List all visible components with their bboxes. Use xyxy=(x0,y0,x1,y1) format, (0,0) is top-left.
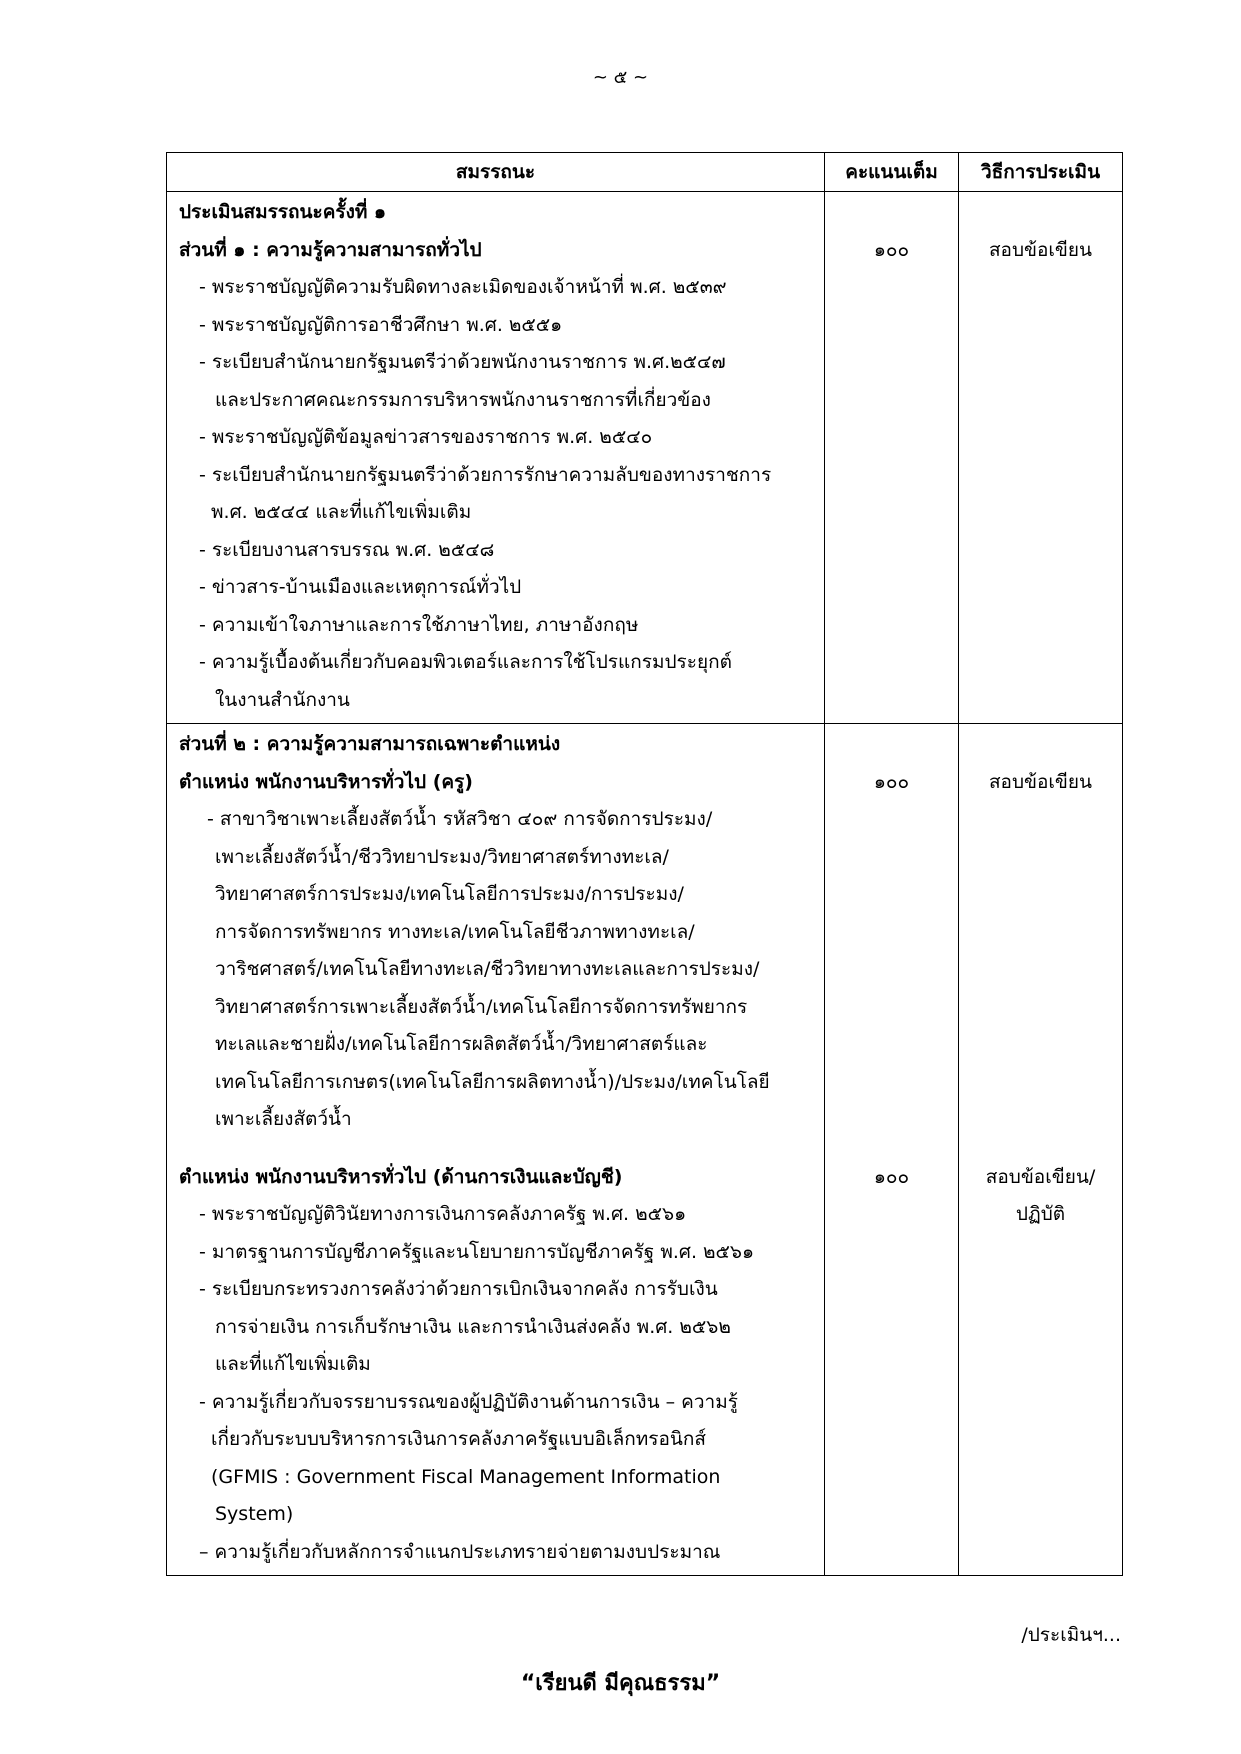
list-item: - พระราชบัญญัติการอาชีวศึกษา พ.ศ. ๒๕๕๑ xyxy=(199,313,563,336)
list-item-continued: ทะเลและชายฝั่ง/เทคโนโลยีการผลิตสัตว์น้ำ/วิทยาศาสตร์และ xyxy=(215,1033,708,1055)
score-cell xyxy=(825,724,959,1576)
list-item: - ความเข้าใจภาษาและการใช้ภาษาไทย, ภาษาอังกฤษ xyxy=(199,613,639,636)
competency-cell xyxy=(167,724,825,1576)
list-item-continued: การจ่ายเงิน การเก็บรักษาเงิน และการนำเงินส่งคลัง พ.ศ. ๒๕๖๒ xyxy=(215,1315,731,1338)
part-heading: ส่วนที่ ๑ : ความรู้ความสามารถทั่วไป xyxy=(179,238,482,261)
list-item: - ระเบียบกระทรวงการคลังว่าด้วยการเบิกเงินจากคลัง การรับเงิน xyxy=(199,1278,718,1300)
list-item-continued: System) xyxy=(215,1503,294,1525)
competency-table xyxy=(166,152,1123,1576)
assessment-method-teacher: สอบข้อเขียน xyxy=(988,770,1093,793)
list-item-continued: และที่แก้ไขเพิ่มเติม xyxy=(215,1353,371,1375)
list-item: - สาขาวิชาเพาะเลี้ยงสัตว์น้ำ รหัสวิชา ๔๐๙ การจัดการประมง/ xyxy=(207,808,713,830)
score-cell xyxy=(825,192,959,724)
header-competency: สมรรถนะ xyxy=(167,153,825,192)
list-item-continued: วิทยาศาสตร์การเพาะเลี้ยงสัตว์น้ำ/เทคโนโลยีการจัดการทรัพยากร xyxy=(215,995,748,1018)
list-item: - ระเบียบสำนักนายกรัฐมนตรีว่าด้วยพนักงานราชการ พ.ศ.๒๕๔๗ xyxy=(199,351,726,373)
list-item: - พระราชบัญญัติข้อมูลข่าวสารของราชการ พ.ศ. ๒๕๔๐ xyxy=(199,426,653,448)
position-heading: ตำแหน่ง พนักงานบริหารทั่วไป (ครู) xyxy=(179,770,473,793)
table-row xyxy=(167,724,1123,1576)
list-item-continued: พ.ศ. ๒๕๔๔ และที่แก้ไขเพิ่มเติม xyxy=(211,501,472,523)
table-row xyxy=(167,192,1123,724)
competency-cell xyxy=(167,192,825,724)
continuation-marker: /ประเมินฯ... xyxy=(1021,1624,1121,1646)
list-item-continued: ในงานสำนักงาน xyxy=(215,688,350,711)
page-number: ~ ๕ ~ xyxy=(592,67,649,88)
position-heading: ตำแหน่ง พนักงานบริหารทั่วไป (ด้านการเงินและบัญชี) xyxy=(179,1165,623,1188)
list-item: - ข่าวสาร-บ้านเมืองและเหตุการณ์ทั่วไป xyxy=(199,576,522,598)
list-item-continued: การจัดการทรัพยากร ทางทะเล/เทคโนโลยีชีวภาพทางทะเล/ xyxy=(215,920,695,943)
list-item: - ระเบียบสำนักนายกรัฐมนตรีว่าด้วยการรักษาความลับของทางราชการ xyxy=(199,463,772,486)
assessment-method: สอบข้อเขียน xyxy=(988,238,1093,261)
full-score-finance: ๑๐๐ xyxy=(873,1165,910,1188)
method-cell xyxy=(959,724,1123,1576)
list-item: - ระเบียบงานสารบรรณ พ.ศ. ๒๕๔๘ xyxy=(199,538,495,561)
part-heading: ส่วนที่ ๒ : ความรู้ความสามารถเฉพาะตำแหน่ง xyxy=(179,733,561,755)
table-header-row xyxy=(167,153,1123,192)
header-method: วิธีการประเมิน xyxy=(959,153,1123,192)
assessment-method-finance: สอบข้อเขียน/ xyxy=(985,1165,1096,1188)
list-item-continued: เพาะเลี้ยงสัตว์น้ำ/ชีววิทยาประมง/วิทยาศาสตร์ทางทะเล/ xyxy=(215,845,669,868)
assessment-method-finance-cont: ปฏิบัติ xyxy=(1015,1203,1066,1225)
motto: “เรียนดี มีคุณธรรม” xyxy=(520,1671,721,1696)
list-item: - พระราชบัญญัติความรับผิดทางละเมิดของเจ้าหน้าที่ พ.ศ. ๒๕๓๙ xyxy=(199,276,727,298)
list-item-continued: เกี่ยวกับระบบบริหารการเงินการคลังภาครัฐแบบอิเล็กทรอนิกส์ xyxy=(211,1428,706,1450)
list-item: - มาตรฐานการบัญชีภาครัฐและนโยบายการบัญชีภาครัฐ พ.ศ. ๒๕๖๑ xyxy=(199,1240,755,1263)
list-item-continued: (GFMIS : Government Fiscal Management Information xyxy=(211,1465,721,1488)
list-item-continued: วิทยาศาสตร์การประมง/เทคโนโลยีการประมง/การประมง/ xyxy=(215,883,684,905)
list-item: - ความรู้เกี่ยวกับจรรยาบรรณของผู้ปฏิบัติงานด้านการเงิน – ความรู้ xyxy=(199,1390,738,1413)
list-item: – ความรู้เกี่ยวกับหลักการจำแนกประเภทรายจ่ายตามงบประมาณ xyxy=(199,1540,721,1563)
list-item-continued: วาริชศาสตร์/เทคโนโลยีทางทะเล/ชีววิทยาทางทะเลและการประมง/ xyxy=(215,958,760,980)
list-item-continued: และประกาศคณะกรรมการบริหารพนักงานราชการที่เกี่ยวข้อง xyxy=(215,388,711,411)
list-item-continued: เพาะเลี้ยงสัตว์น้ำ xyxy=(215,1108,352,1130)
list-item: - พระราชบัญญัติวินัยทางการเงินการคลังภาครัฐ พ.ศ. ๒๕๖๑ xyxy=(199,1203,687,1225)
full-score: ๑๐๐ xyxy=(873,238,910,261)
list-item-continued: เทคโนโลยีการเกษตร(เทคโนโลยีการผลิตทางน้ำ)/ประมง/เทคโนโลยี xyxy=(215,1070,770,1093)
section-heading: ประเมินสมรรถนะครั้งที่ ๑ xyxy=(179,201,387,223)
full-score-teacher: ๑๐๐ xyxy=(873,770,910,793)
header-full-score: คะแนนเต็ม xyxy=(825,153,959,192)
method-cell xyxy=(959,192,1123,724)
list-item: - ความรู้เบื้องต้นเกี่ยวกับคอมพิวเตอร์และการใช้โปรแกรมประยุกต์ xyxy=(199,651,732,673)
